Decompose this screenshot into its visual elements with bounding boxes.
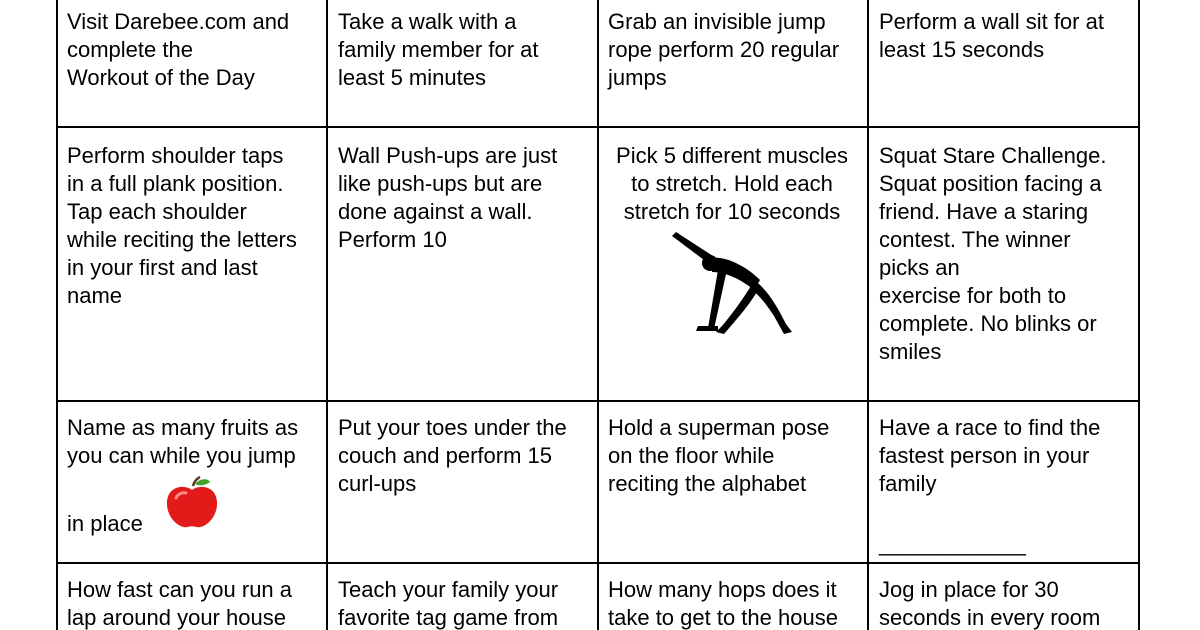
- stretching-person-icon: [668, 228, 798, 338]
- grid-line-col4: [867, 0, 869, 630]
- cell-r4-c1: How fast can you run a lap around your house: [67, 577, 293, 630]
- cell-r4-c3: How many hops does it take to get to the house: [608, 577, 838, 630]
- cell-r2-c4: Squat Stare Challenge. Squat position facing a friend. Have a staring contest. The winner picks an exercise for both to complete. No blinks or smiles: [879, 143, 1107, 364]
- grid-line-row2: [56, 126, 1140, 128]
- cell-r3-c3: Hold a superman pose on the floor while reciting the alphabet: [608, 415, 830, 496]
- grid-line-left: [56, 0, 58, 630]
- cell-r3-c2: Put your toes under the couch and perform 15 curl-ups: [338, 415, 567, 496]
- grid-line-right: [1138, 0, 1140, 630]
- apple-icon: [164, 476, 220, 530]
- cell-r3-c4-answer-blank: ____________: [879, 531, 1026, 556]
- cell-r2-c1: Perform shoulder taps in a full plank position. Tap each shoulder while reciting the letters in your first and last name: [67, 143, 297, 308]
- grid-line-row3: [56, 400, 1140, 402]
- cell-r3-c4: Have a race to find the fastest person in your family: [879, 415, 1101, 496]
- grid-line-row4: [56, 562, 1140, 564]
- grid-line-col3: [597, 0, 599, 630]
- cell-r1-c1: Visit Darebee.com and complete the Workout of the Day: [67, 9, 290, 90]
- cell-r4-c4: Jog in place for 30 seconds in every room: [879, 577, 1101, 630]
- cell-r4-c2: Teach your family your favorite tag game from: [338, 577, 559, 630]
- cell-r3-c1-text: Name as many fruits as you can while you jump: [67, 415, 299, 468]
- cell-r1-c4: Perform a wall sit for at least 15 seconds: [879, 9, 1104, 62]
- cell-r1-c3: Grab an invisible jump rope perform 20 regular jumps: [608, 9, 840, 90]
- cell-r2-c2: Wall Push-ups are just like push-ups but are done against a wall. Perform 10: [338, 143, 558, 252]
- cell-r2-c3: Pick 5 different muscles to stretch. Hold each stretch for 10 seconds: [616, 143, 848, 224]
- cell-r3-c1-text-continued: in place: [67, 511, 143, 536]
- grid-line-col2: [326, 0, 328, 630]
- cell-r1-c2: Take a walk with a family member for at least 5 minutes: [338, 9, 539, 90]
